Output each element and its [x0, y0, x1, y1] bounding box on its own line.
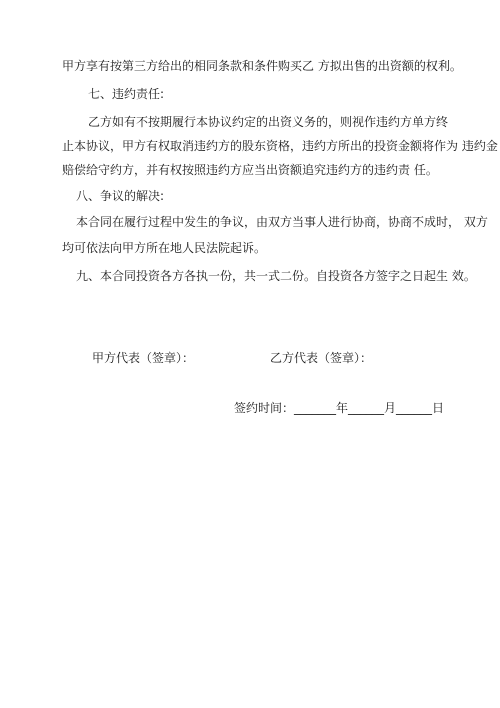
clause-text-line: 甲方享有按第三方给出的相同条款和条件购买乙 方拟出售的出资额的权利。 [62, 59, 462, 73]
section-heading-breach: 七、违约责任: [88, 87, 165, 101]
clause-text-line: 均可依法向甲方所在地人民法院起诉。 [62, 241, 267, 255]
section-heading-dispute: 八、争议的解决: [76, 189, 165, 203]
signing-date-label: 签约时间：_______年______月______日 [234, 401, 445, 415]
clause-text-line: 本合同在履行过程中发生的争议，由双方当事人进行协商，协商不成时， 双方 [76, 215, 488, 229]
clause-text-line: 乙方如有不按期履行本协议约定的出资义务的，则视作违约方单方终 [88, 115, 449, 129]
clause-text-line: 止本协议，甲方有权取消违约方的股东资格，违约方所出的投资金额将作为 违约金 [62, 139, 498, 153]
clause-text-line: 赔偿给守约方，并有权按照违约方应当出资额追究违约方的违约责 任。 [62, 163, 438, 177]
party-b-signature-label: 乙方代表（签章）： [270, 351, 373, 365]
section-heading-copies: 九、本合同投资各方各执一份，共一式二份。自投资各方签字之日起生 效。 [76, 269, 476, 283]
party-a-signature-label: 甲方代表（签章）： [92, 351, 195, 365]
